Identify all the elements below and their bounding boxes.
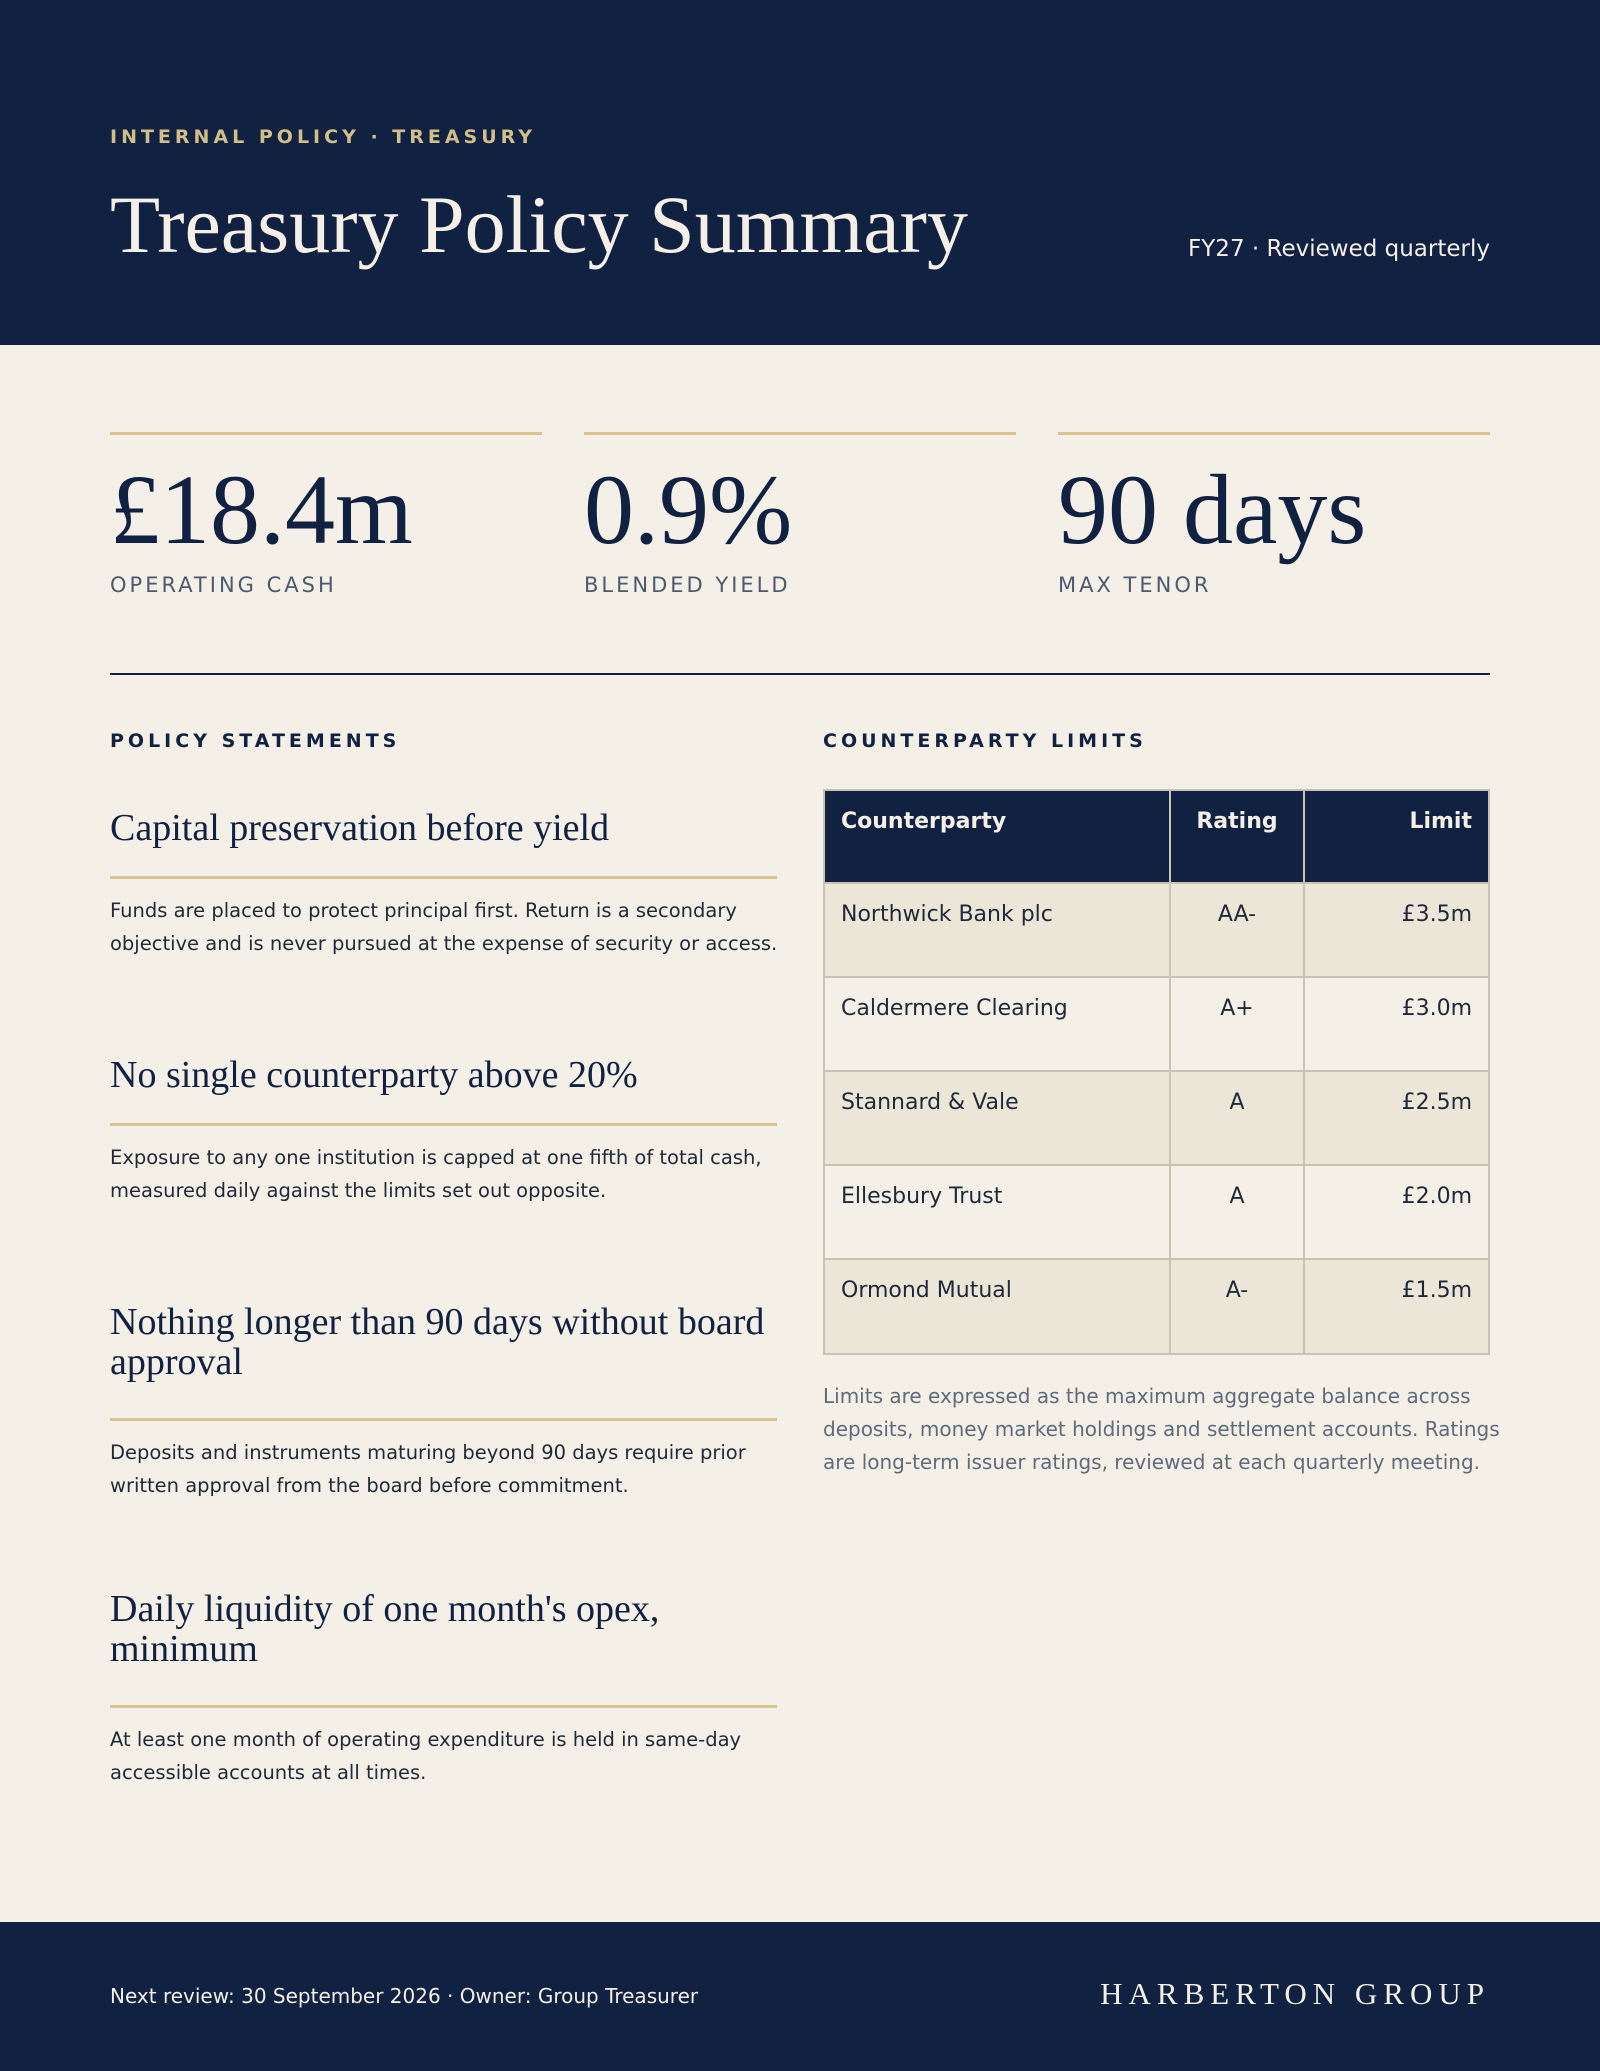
policy-body: Deposits and instruments maturing beyond 90 days require prior written approval from the board before commitment. — [110, 1441, 746, 1497]
kpi-operating-cash — [110, 432, 542, 612]
counterparty-limits-table — [823, 789, 1490, 1355]
cell-rating: AA- — [1170, 883, 1304, 977]
kpi-value: £18.4m — [110, 454, 413, 565]
cell-limit: £1.5m — [1304, 1259, 1488, 1353]
cell-counterparty: Stannard & Vale — [825, 1071, 1170, 1165]
kpi-label: BLENDED YIELD — [584, 573, 791, 597]
limits-section-label: COUNTERPARTY LIMITS — [823, 730, 1147, 752]
limits-note: Limits are expressed as the maximum aggregate balance across deposits, money market holdings and settlement accounts. Ratings are long-term issuer ratings, reviewed at each quarterly meeting. — [823, 1384, 1500, 1474]
column-header-limit: Limit — [1304, 791, 1488, 883]
table-row — [825, 977, 1488, 1071]
table-header-row — [825, 791, 1488, 883]
table-row — [825, 1165, 1488, 1259]
cell-limit: £2.0m — [1304, 1165, 1488, 1259]
footer-review-note: Next review: 30 September 2026 · Owner: Group Treasurer — [110, 1984, 699, 2008]
policy-heading: No single counterparty above 20% — [110, 1054, 638, 1096]
policy-item — [110, 807, 778, 955]
page-title: Treasury Policy Summary — [110, 179, 968, 270]
section-divider — [110, 673, 1490, 675]
policy-item — [110, 1054, 777, 1202]
header-band — [0, 0, 1600, 345]
kpi-label: MAX TENOR — [1058, 573, 1212, 597]
kpi-row — [110, 432, 1490, 612]
cell-limit: £2.5m — [1304, 1071, 1488, 1165]
cell-counterparty: Ellesbury Trust — [825, 1165, 1170, 1259]
policy-rule — [110, 1123, 777, 1126]
policy-body: Exposure to any one institution is capped at one fifth of total cash, measured daily against the limits set out opposite. — [110, 1146, 762, 1202]
policy-body: At least one month of operating expenditure is held in same-day accessible accounts at all times. — [110, 1728, 742, 1784]
policy-heading: Capital preservation before yield — [110, 807, 610, 849]
cell-limit: £3.5m — [1304, 883, 1488, 977]
page-subtitle: FY27 · Reviewed quarterly — [1188, 236, 1490, 262]
cell-limit: £3.0m — [1304, 977, 1488, 1071]
cell-rating: A- — [1170, 1259, 1304, 1353]
policy-rule — [110, 1418, 777, 1421]
kpi-blended-yield — [584, 432, 1016, 612]
column-header-counterparty: Counterparty — [825, 791, 1170, 883]
cell-rating: A+ — [1170, 977, 1304, 1071]
policy-heading: Daily liquidity of one month's opex, minimum — [110, 1588, 660, 1670]
policy-section-label: POLICY STATEMENTS — [110, 730, 401, 752]
table-row — [825, 1259, 1488, 1353]
cell-rating: A — [1170, 1165, 1304, 1259]
kpi-value: 0.9% — [584, 454, 793, 565]
kpi-max-tenor — [1058, 432, 1490, 612]
cell-counterparty: Caldermere Clearing — [825, 977, 1170, 1071]
policy-body: Funds are placed to protect principal first. Return is a secondary objective and is never pursued at the expense of security or access. — [110, 899, 778, 955]
table-row — [825, 1071, 1488, 1165]
policy-item — [110, 1301, 777, 1497]
document-eyebrow: INTERNAL POLICY · TREASURY — [110, 126, 537, 148]
policy-heading: Nothing longer than 90 days without board approval — [110, 1301, 765, 1383]
kpi-value: 90 days — [1058, 454, 1367, 565]
footer-brand-wordmark: HARBERTON GROUP — [1100, 1976, 1490, 2011]
cell-counterparty: Ormond Mutual — [825, 1259, 1170, 1353]
kpi-label: OPERATING CASH — [110, 573, 337, 597]
policy-rule — [110, 876, 777, 879]
policy-rule — [110, 1705, 777, 1708]
policy-item — [110, 1588, 777, 1784]
cell-counterparty: Northwick Bank plc — [825, 883, 1170, 977]
cell-rating: A — [1170, 1071, 1304, 1165]
column-header-rating: Rating — [1170, 791, 1304, 883]
table-row — [825, 883, 1488, 977]
